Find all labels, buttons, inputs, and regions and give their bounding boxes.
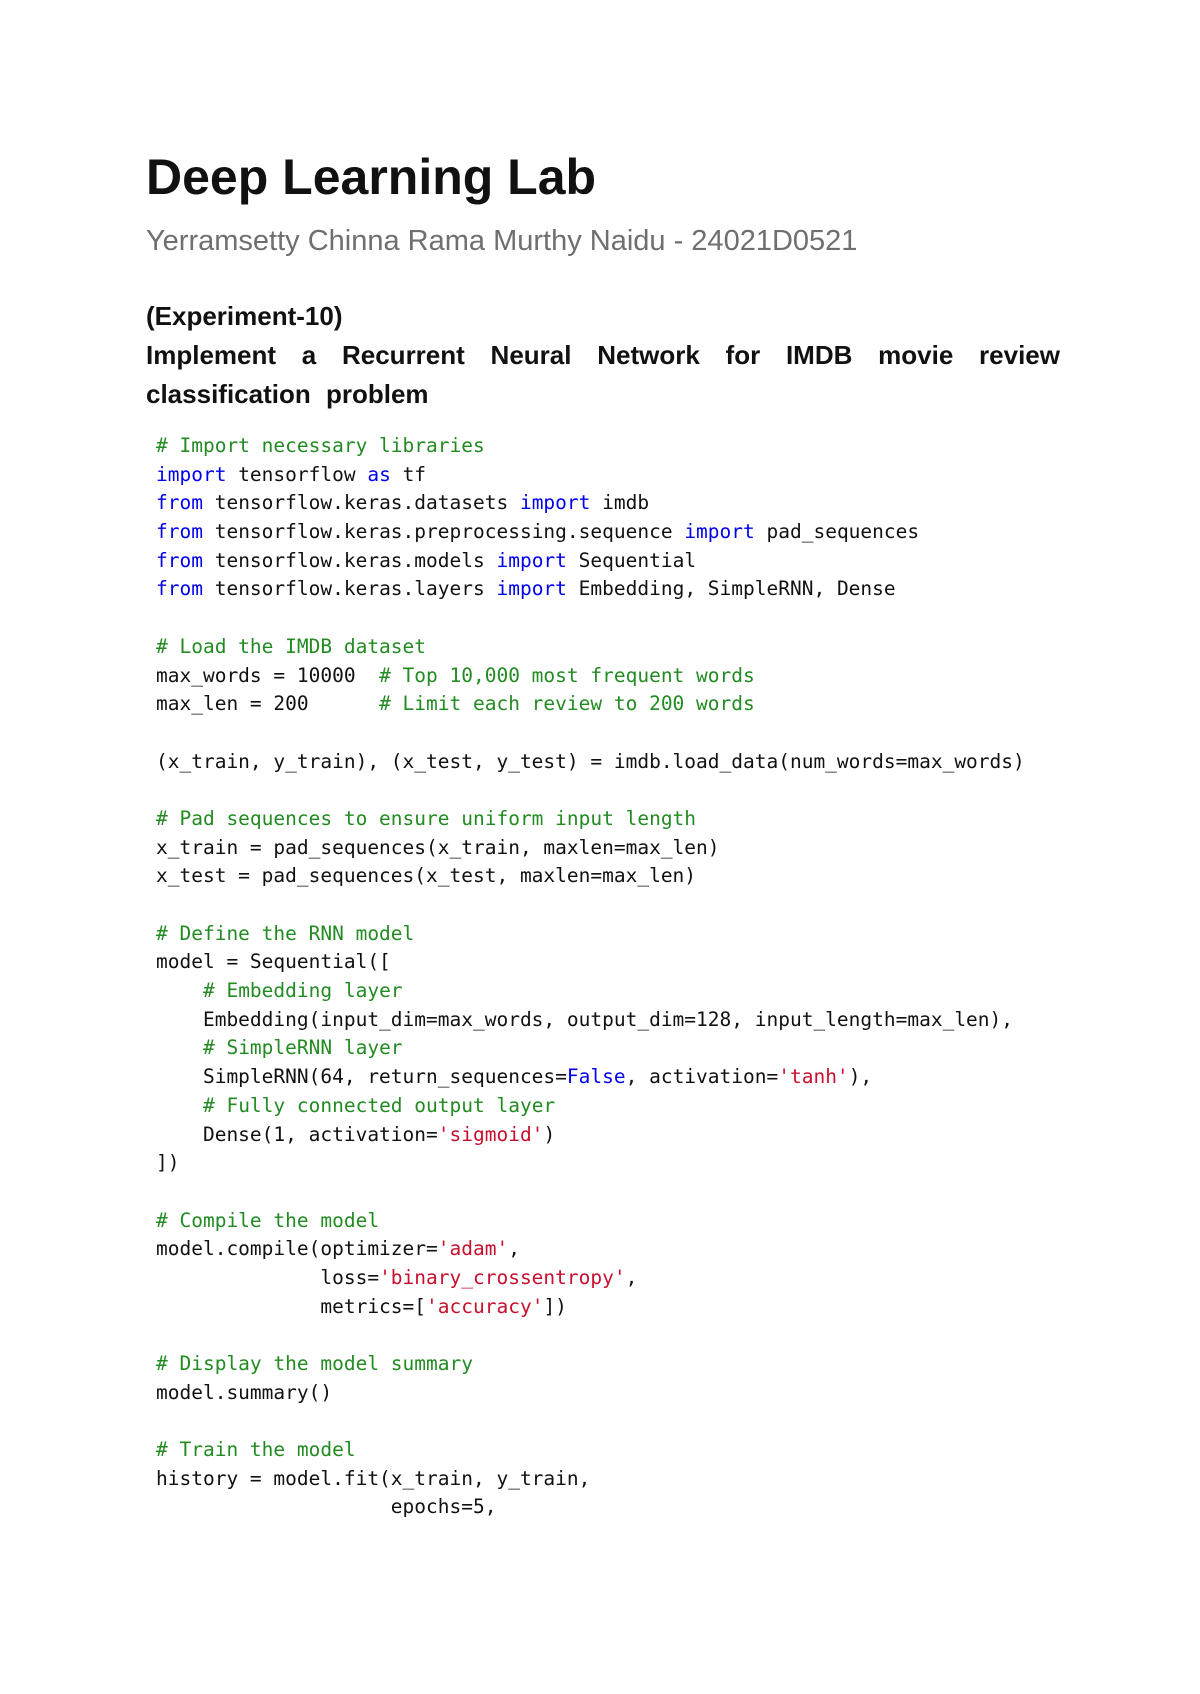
- code-line: [156, 1436, 1156, 1465]
- code-line: [156, 1006, 1156, 1035]
- code-token: loss=: [156, 1265, 380, 1289]
- code-line: [156, 1379, 1156, 1408]
- code-token: x_test = pad_sequences(x_test, maxlen=max_len): [156, 864, 697, 888]
- code-token: tensorflow.keras.models: [202, 548, 497, 572]
- code-line: [156, 748, 1156, 777]
- code-token: max_words = 10000: [156, 663, 380, 687]
- code-token: x_train = pad_sequences(x_train, maxlen=max_len): [156, 835, 720, 859]
- code-token: # Pad sequences to ensure uniform input length: [156, 806, 697, 830]
- code-line: [156, 862, 1156, 891]
- code-token: # SimpleRNN layer: [202, 1036, 403, 1060]
- code-line: [156, 891, 1156, 920]
- experiment-aim: Implement a Recurrent Neural Network for IMDB movie review classification problem: [146, 340, 1060, 409]
- code-line: [156, 432, 1156, 461]
- code-token: metrics=[: [156, 1294, 427, 1318]
- code-token: pad_sequences: [754, 520, 920, 544]
- code-token: tensorflow.keras.preprocessing.sequence: [202, 520, 685, 544]
- code-token: epochs=5,: [156, 1495, 497, 1519]
- document-title: Deep Learning Lab: [146, 149, 597, 205]
- code-line: [156, 920, 1156, 949]
- code-line: [156, 1321, 1156, 1350]
- code-line: [156, 1207, 1156, 1236]
- code-line: [156, 1350, 1156, 1379]
- code-line: [156, 1235, 1156, 1264]
- code-line: [156, 662, 1156, 691]
- code-token: as: [367, 462, 391, 486]
- code-token: tensorflow.keras.datasets: [202, 491, 520, 515]
- code-token: max_len = 200: [156, 692, 380, 716]
- code-token: 'adam': [437, 1237, 509, 1261]
- code-line: [156, 805, 1156, 834]
- code-token: 'accuracy': [426, 1294, 544, 1318]
- code-token: import: [519, 491, 591, 515]
- code-token: import: [496, 577, 567, 601]
- code-token: import: [496, 548, 567, 572]
- code-line: [156, 1121, 1156, 1150]
- code-token: from: [156, 520, 203, 544]
- code-line: [156, 719, 1156, 748]
- code-line: [156, 1407, 1156, 1436]
- code-token: from: [156, 491, 203, 515]
- code-token: ]): [156, 1151, 180, 1175]
- code-token: # Define the RNN model: [156, 921, 415, 945]
- code-token: history = model.fit(x_train, y_train,: [156, 1466, 591, 1490]
- code-line: [156, 575, 1156, 604]
- code-token: from: [156, 548, 203, 572]
- code-token: [156, 979, 203, 1002]
- code-token: 'tanh': [778, 1065, 849, 1089]
- code-token: ): [543, 1122, 556, 1146]
- code-line: [156, 547, 1156, 576]
- code-token: [156, 1094, 203, 1117]
- code-token: from: [156, 577, 203, 601]
- code-token: , activation=: [625, 1065, 779, 1089]
- code-token: False: [566, 1065, 626, 1089]
- code-token: # Import necessary libraries: [156, 434, 485, 457]
- code-line: [156, 489, 1156, 518]
- code-line: [156, 776, 1156, 805]
- code-token: [156, 1036, 203, 1059]
- code-token: # Display the model summary: [156, 1352, 473, 1375]
- code-line: [156, 633, 1156, 662]
- code-token: tensorflow: [226, 462, 368, 486]
- code-token: 'binary_crossentropy': [379, 1265, 626, 1289]
- code-line: [156, 948, 1156, 977]
- code-token: ,: [625, 1265, 638, 1289]
- code-token: 'sigmoid': [437, 1122, 544, 1146]
- code-line: [156, 834, 1156, 863]
- code-token: imdb: [590, 491, 650, 515]
- code-token: # Train the model: [156, 1438, 356, 1462]
- code-token: # Load the IMDB dataset: [156, 634, 427, 658]
- code-token: Embedding(input_dim=max_words, output_dim=128, input_length=max_len),: [156, 1007, 1014, 1031]
- code-token: import: [684, 520, 755, 544]
- code-token: Sequential: [566, 548, 697, 572]
- code-token: ]): [543, 1294, 567, 1318]
- code-token: # Compile the model: [156, 1208, 380, 1232]
- code-token: SimpleRNN(64, return_sequences=: [156, 1065, 567, 1089]
- code-token: model = Sequential([: [156, 950, 391, 974]
- code-token: import: [156, 462, 227, 486]
- code-token: tensorflow.keras.layers: [202, 577, 497, 601]
- code-token: # Limit each review to 200 words: [379, 692, 755, 716]
- code-line: [156, 1034, 1156, 1063]
- code-line: [156, 1149, 1156, 1178]
- code-line: [156, 518, 1156, 547]
- code-token: (x_train, y_train), (x_test, y_test) = imdb.load_data(num_words=max_words): [156, 749, 1025, 773]
- code-line: [156, 1092, 1156, 1121]
- code-token: ,: [508, 1237, 520, 1261]
- code-line: [156, 461, 1156, 490]
- code-line: [156, 977, 1156, 1006]
- code-token: # Fully connected output layer: [202, 1093, 556, 1117]
- code-line: [156, 1264, 1156, 1293]
- code-line: [156, 1493, 1156, 1522]
- code-token: # Embedding layer: [202, 979, 403, 1003]
- code-token: tf: [390, 462, 427, 486]
- experiment-label: (Experiment-10): [146, 301, 343, 331]
- code-line: [156, 1465, 1156, 1494]
- code-token: Dense(1, activation=: [156, 1122, 438, 1146]
- code-line: [156, 604, 1156, 633]
- code-token: model.summary(): [156, 1380, 333, 1404]
- code-block: [156, 432, 1156, 1522]
- code-token: model.compile(optimizer=: [156, 1237, 438, 1261]
- code-line: [156, 1178, 1156, 1207]
- code-line: [156, 1293, 1156, 1322]
- code-token: ),: [848, 1065, 873, 1089]
- code-token: # Top 10,000 most frequent words: [379, 663, 755, 687]
- code-line: [156, 1063, 1156, 1092]
- author-line: Yerramsetty Chinna Rama Murthy Naidu - 24021D0521: [146, 225, 858, 257]
- code-line: [156, 690, 1156, 719]
- code-token: Embedding, SimpleRNN, Dense: [566, 577, 896, 601]
